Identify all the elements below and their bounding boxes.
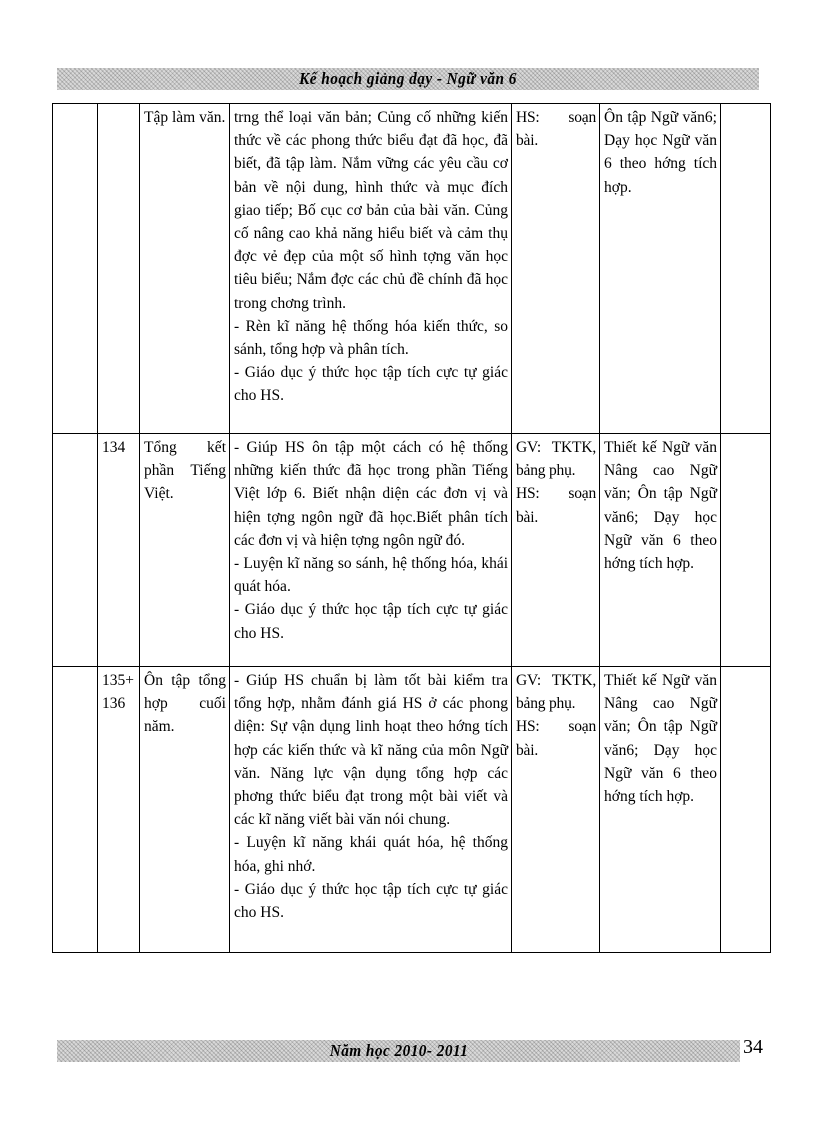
methods-cell: [512, 434, 600, 667]
header-band: [57, 68, 759, 90]
objectives-cell: [230, 434, 512, 667]
page-number: 34: [743, 1036, 763, 1058]
footer-year: Năm học 2010- 2011: [329, 1041, 468, 1060]
objective-text: - Giúp HS chuẩn bị làm tốt bài kiểm tra tổng hợp, nhằm đánh giá HS ở các phong diện: Sự vận dụng linh hoạt theo hớng tích hợp các kiến thức và kĩ năng của môn Ngữ văn. Năng lực vận dụng tổng hợp các phơng thức biểu đạt trong một bài viết và các kĩ năng viết bài văn nói chung.: [234, 672, 508, 829]
method-text: HS: soạn bài.: [516, 485, 596, 526]
references-cell: [600, 434, 721, 667]
lesson-number-cell: 135+ 136: [98, 667, 140, 953]
reference-text: Ôn tập Ngữ văn6; Dạy học Ngữ văn 6 theo hớng tích hợp.: [604, 109, 717, 196]
notes-cell: [721, 434, 771, 667]
table-row: [53, 434, 771, 667]
objective-text: trng thể loại văn bản; Củng cố những kiến thức về các phong thức biểu đạt đã học, đã biết, đã tập làm. Nắm vững các yêu cầu cơ bản về nội dung, hình thức và mục đích giao tiếp; Bố cục cơ bản của bài văn. Củng cố nâng cao khả năng hiểu biết và cảm thụ đợc vẻ đẹp của một số hình tợng văn học tiêu biểu; Nắm đợc các chủ đề chính đã học trong chơng trình.: [234, 109, 508, 312]
table-row: [53, 667, 771, 953]
lesson-name-cell: Tập làm văn.: [140, 104, 230, 434]
header-title: Kế hoạch giảng dạy - Ngữ văn 6: [299, 69, 517, 88]
lesson-name-cell: Tổng kết phần Tiếng Việt.: [140, 434, 230, 667]
week-cell: [53, 104, 98, 434]
references-cell: [600, 667, 721, 953]
objective-text: - Giáo dục ý thức học tập tích cực tự giác cho HS.: [234, 880, 508, 922]
notes-cell: [721, 104, 771, 434]
objective-text: - Giáo dục ý thức học tập tích cực tự giác cho HS.: [234, 601, 508, 642]
objective-text: - Giáo dục ý thức học tập tích cực tự giác cho HS.: [234, 364, 508, 405]
table-row: [53, 104, 771, 434]
method-text: HS: soạn bài.: [516, 718, 596, 759]
notes-cell: [721, 667, 771, 953]
objectives-cell: [230, 104, 512, 434]
footer-band: [57, 1040, 740, 1062]
reference-text: Thiết kế Ngữ văn Nâng cao Ngữ văn; Ôn tập Ngữ văn6; Dạy học Ngữ văn 6 theo hớng tích hợp.: [604, 439, 717, 573]
lesson-number-cell: [98, 104, 140, 434]
methods-cell: [512, 667, 600, 953]
references-cell: [600, 104, 721, 434]
objective-text: - Giúp HS ôn tập một cách có hệ thống những kiến thức đã học trong phần Tiếng Việt lớp 6. Biết nhận diện các đơn vị và hiện tợng ngôn ngữ đã học.Biết phân tích các đơn vị và hiện tợng ngôn ngữ đó.: [234, 439, 508, 549]
lesson-number-cell: 134: [98, 434, 140, 667]
lesson-name-cell: Ôn tập tổng hợp cuối năm.: [140, 667, 230, 953]
week-cell: [53, 667, 98, 953]
method-text: GV: TKTK, bảng phụ.: [516, 672, 596, 713]
objective-text: - Luyện kĩ năng khái quát hóa, hệ thống hóa, ghi nhớ.: [234, 834, 508, 875]
reference-text: Thiết kế Ngữ văn Nâng cao Ngữ văn; Ôn tập Ngữ văn6; Dạy học Ngữ văn 6 theo hớng tích hợp.: [604, 672, 717, 806]
objective-text: - Rèn kĩ năng hệ thống hóa kiến thức, so sánh, tổng hợp và phân tích.: [234, 317, 508, 359]
methods-cell: [512, 104, 600, 434]
method-text: HS: soạn bài.: [516, 109, 596, 150]
objective-text: - Luyện kĩ năng so sánh, hệ thống hóa, khái quát hóa.: [234, 555, 508, 596]
method-text: GV: TKTK, bảng phụ.: [516, 439, 596, 480]
objectives-cell: [230, 667, 512, 953]
week-cell: [53, 434, 98, 667]
lesson-plan-table: [52, 103, 771, 953]
